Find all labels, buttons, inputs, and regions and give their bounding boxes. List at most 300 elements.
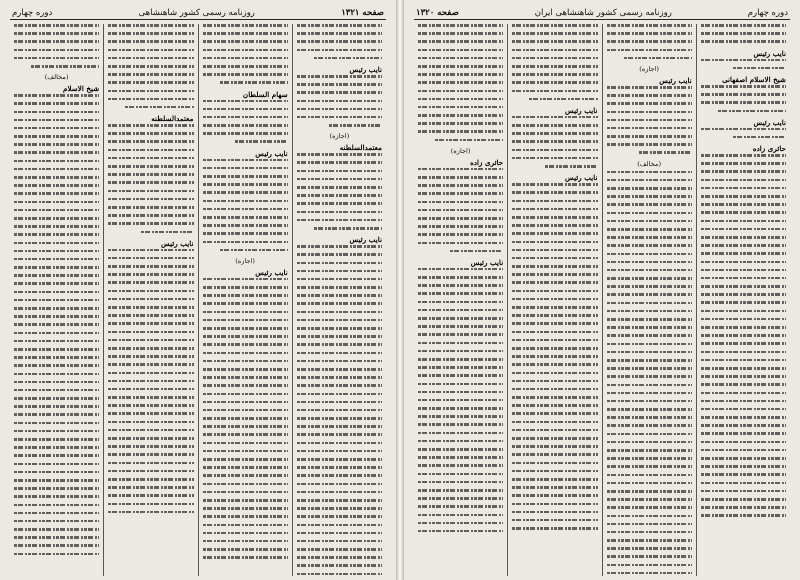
text-line [701,424,786,427]
text-line [14,160,99,163]
text-line [203,73,288,76]
text-line [701,228,786,231]
text-line [512,412,597,415]
text-line [418,130,503,133]
text-line [418,473,503,476]
text-line [512,290,597,293]
text-line [418,24,503,27]
text-line [203,241,288,244]
note: (اجازه) [235,256,255,265]
text-line [14,463,99,466]
text-line [297,483,382,486]
text-line [607,351,692,354]
text-line [607,179,692,182]
text-line [108,462,193,465]
text-line [203,360,288,363]
text-line [108,265,193,268]
text-line [203,425,288,428]
text-line [108,437,193,440]
text-line [512,527,597,530]
text-line [701,285,786,288]
text-line [607,143,692,146]
text-line [701,342,786,345]
text-line [297,442,382,445]
text-line [418,407,503,410]
speaker: حائری زاده [470,157,504,167]
speaker: نایب رئیس [753,48,786,58]
text-line [297,161,382,164]
text-line [607,359,692,362]
text-line [203,116,288,119]
right-page-header [414,6,790,20]
text-line [607,457,692,460]
text-line [418,225,503,228]
text-line [701,383,786,386]
text-line [418,374,503,377]
text-line [203,232,288,235]
text-line [108,290,193,293]
text-line [701,334,786,337]
text-line [607,40,692,43]
text-line [607,408,692,411]
text-line [701,211,786,214]
text-line [297,466,382,469]
text-line [607,102,692,105]
text-line [108,249,193,252]
text-block [203,24,288,84]
text-line [14,209,99,212]
text-line [203,401,288,404]
text-line [512,396,597,399]
speaker: نایب رئیس [160,238,194,248]
text-line [418,325,503,328]
text-line [418,49,503,52]
text-line [203,294,288,297]
text-line [418,292,503,295]
text-line [203,124,288,127]
text-line [14,291,99,294]
text-line [297,368,382,371]
right-page-volume: دوره چهارم [747,7,788,18]
text-line [607,310,692,313]
text-line [14,381,99,384]
text-line [297,335,382,338]
text-line [108,404,193,407]
text-line [701,301,786,304]
text-line [14,512,99,515]
text-line [14,495,99,498]
text-line [297,186,382,189]
text-line [108,429,193,432]
text-line [607,127,692,130]
text-line [418,456,503,459]
left-page-volume: دوره چهارم [12,7,53,18]
text-line [203,200,288,203]
text-line [14,528,99,531]
text-line [297,524,382,527]
text-line [14,397,99,400]
text-line [512,224,597,227]
text-line [14,307,99,310]
text-line [512,208,597,211]
text-line [512,273,597,276]
text-line [418,505,503,508]
text-line [701,179,786,182]
text-line [418,350,503,353]
text-line [512,511,597,514]
text-line [607,228,692,231]
text-line [203,483,288,486]
text-line [435,139,503,142]
text-line [701,170,786,173]
left-page-title: روزنامه رسمی کشور شاهنشاهی [138,7,255,18]
text-line [14,168,99,171]
text-line [607,474,692,477]
text-line [108,49,193,52]
speaker: معتمدالسلطنه [151,114,194,124]
text-line [418,489,503,492]
text-line [108,339,193,342]
text-line [108,24,193,27]
text-line [108,306,193,309]
text-line [418,415,503,418]
text-line [512,445,597,448]
text-line [418,90,503,93]
text-line [512,216,597,219]
text-line [607,539,692,542]
text-line [512,124,597,127]
text-block [512,183,597,529]
text-line [701,457,786,460]
text-line [701,326,786,329]
book-gutter [396,0,404,580]
text-line [418,40,503,43]
text-line [701,24,786,27]
text-line [203,191,288,194]
text-line [418,522,503,525]
text-line [512,257,597,260]
text-line [108,453,193,456]
text-line [701,490,786,493]
text-line [701,236,786,239]
text-line [14,94,99,97]
text-line [512,191,597,194]
text-line [297,532,382,535]
text-line [607,531,692,534]
right-col-3 [507,24,601,576]
text-line [701,59,786,62]
text-line [418,432,503,435]
text-line [701,473,786,476]
text-line [14,242,99,245]
text-line [297,24,382,27]
left-page [2,0,394,580]
speaker: نایب رئیس [753,117,786,127]
text-line [418,233,503,236]
text-line [14,151,99,154]
text-line [701,261,786,264]
text-line [14,422,99,425]
text-line [607,86,692,89]
text-line [607,367,692,370]
speaker: شیخ الاسلام اصفهانی [722,74,786,84]
text-line [108,140,193,143]
text-line [297,278,382,281]
text-line [14,364,99,367]
text-line [512,306,597,309]
text-line [297,153,382,156]
text-line [512,478,597,481]
text-line [108,503,193,506]
text-line [418,448,503,451]
speaker: نایب رئیس [659,75,692,85]
text-line [108,165,193,168]
text-line [418,201,503,204]
text-line [203,343,288,346]
text-line [512,183,597,186]
text-line [203,65,288,68]
text-line [607,482,692,485]
text-line [297,376,382,379]
text-line [607,261,692,264]
text-line [108,149,193,152]
text-line [203,319,288,322]
text-line [297,253,382,256]
text-line [607,277,692,280]
text-line [297,515,382,518]
text-line [701,482,786,485]
text-line [418,65,503,68]
text-block [14,24,99,68]
text-line [14,184,99,187]
text-line [418,176,503,179]
speaker: نایب رئیس [349,64,382,74]
text-line [607,555,692,558]
text-line [297,433,382,436]
text-line [607,285,692,288]
text-line [607,441,692,444]
text-line [418,399,503,402]
text-line [418,317,503,320]
text-block [418,268,503,533]
text-line [14,430,99,433]
text-line [418,57,503,60]
text-line [418,122,503,125]
text-line [545,165,598,168]
text-line [14,438,99,441]
text-line [203,159,288,162]
text-line [297,75,382,78]
text-line [141,231,194,234]
text-line [607,24,692,27]
text-line [14,135,99,138]
text-line [203,499,288,502]
text-line [418,530,503,533]
text-line [701,310,786,313]
text-line [418,309,503,312]
text-line [203,433,288,436]
text-line [607,195,692,198]
text-line [701,506,786,509]
left-col-2 [198,24,292,576]
text-line [203,224,288,227]
text-line [718,110,786,113]
text-line [607,424,692,427]
text-line [14,176,99,179]
text-line [203,491,288,494]
text-line [512,372,597,375]
text-line [529,98,597,101]
text-line [108,222,193,225]
text-line [512,494,597,497]
right-col-1 [696,24,790,576]
text-line [701,318,786,321]
text-line [512,81,597,84]
text-line [297,360,382,363]
text-line [203,442,288,445]
text-line [108,198,193,201]
text-line [14,373,99,376]
text-line [108,421,193,424]
text-line [297,393,382,396]
text-line [297,294,382,297]
text-line [418,358,503,361]
text-line [108,331,193,334]
text-line [14,471,99,474]
text-line [512,73,597,76]
text-line [512,281,597,284]
text-line [512,322,597,325]
text-line [297,286,382,289]
text-line [607,334,692,337]
text-line [203,327,288,330]
text-line [607,318,692,321]
text-line [512,429,597,432]
text-line [418,268,503,271]
text-line [512,503,597,506]
text-line [14,332,99,335]
text-line [203,335,288,338]
note: (اجازه) [639,64,659,73]
note: (مخالف) [637,159,662,168]
text-line [701,85,786,88]
text-line [297,425,382,428]
text-line [203,409,288,412]
text-line [418,481,503,484]
text-line [607,547,692,550]
text-line [14,536,99,539]
text-line [512,149,597,152]
text-block [418,24,503,141]
text-line [512,49,597,52]
text-line [203,458,288,461]
text-line [14,446,99,449]
text-line [14,40,99,43]
text-block [607,171,692,576]
text-line [418,81,503,84]
left-page-columns [10,24,386,576]
text-line [701,367,786,370]
text-block [297,75,382,127]
right-page-columns [414,24,790,576]
text-line [701,449,786,452]
text-line [418,73,503,76]
text-block [297,24,382,59]
text-block [108,24,193,108]
text-line [297,178,382,181]
text-line [108,98,193,101]
text-line [108,486,193,489]
text-line [203,183,288,186]
text-line [297,32,382,35]
text-line [701,93,786,96]
text-line [512,462,597,465]
text-line [108,355,193,358]
text-line [607,465,692,468]
text-line [297,108,382,111]
right-page-title: روزنامه رسمی کشور شاهنشاهی ایران [534,7,672,18]
text-line [108,363,193,366]
text-line [418,192,503,195]
text-line [512,157,597,160]
text-line [607,203,692,206]
left-col-3 [103,24,197,576]
text-line [14,217,99,220]
text-line [297,202,382,205]
text-line [108,347,193,350]
text-line [203,376,288,379]
text-line [14,57,99,60]
text-line [108,322,193,325]
text-line [108,181,193,184]
text-line [607,111,692,114]
text-line [607,293,692,296]
text-line [14,258,99,261]
text-block [297,245,382,575]
text-line [701,277,786,280]
text-line [14,24,99,27]
text-line [607,449,692,452]
text-line [701,220,786,223]
text-line [14,225,99,228]
text-line [235,140,288,143]
text-line [203,108,288,111]
text-line [203,352,288,355]
text-line [297,170,382,173]
text-line [607,220,692,223]
text-line [297,556,382,559]
text-line [607,302,692,305]
text-line [418,342,503,345]
text-line [733,136,786,139]
left-page-number: صفحه ۱۳۲۱ [341,7,384,18]
speaker: نایب رئیس [255,267,288,277]
text-line [607,171,692,174]
text-line [14,299,99,302]
text-line [108,372,193,375]
text-line [203,100,288,103]
text-line [512,298,597,301]
text-line [14,127,99,130]
text-line [297,49,382,52]
text-line [297,83,382,86]
text-line [108,124,193,127]
text-line [203,278,288,281]
text-block [14,94,99,555]
text-line [701,252,786,255]
text-line [512,140,597,143]
speaker: حائری زاده [752,144,786,154]
